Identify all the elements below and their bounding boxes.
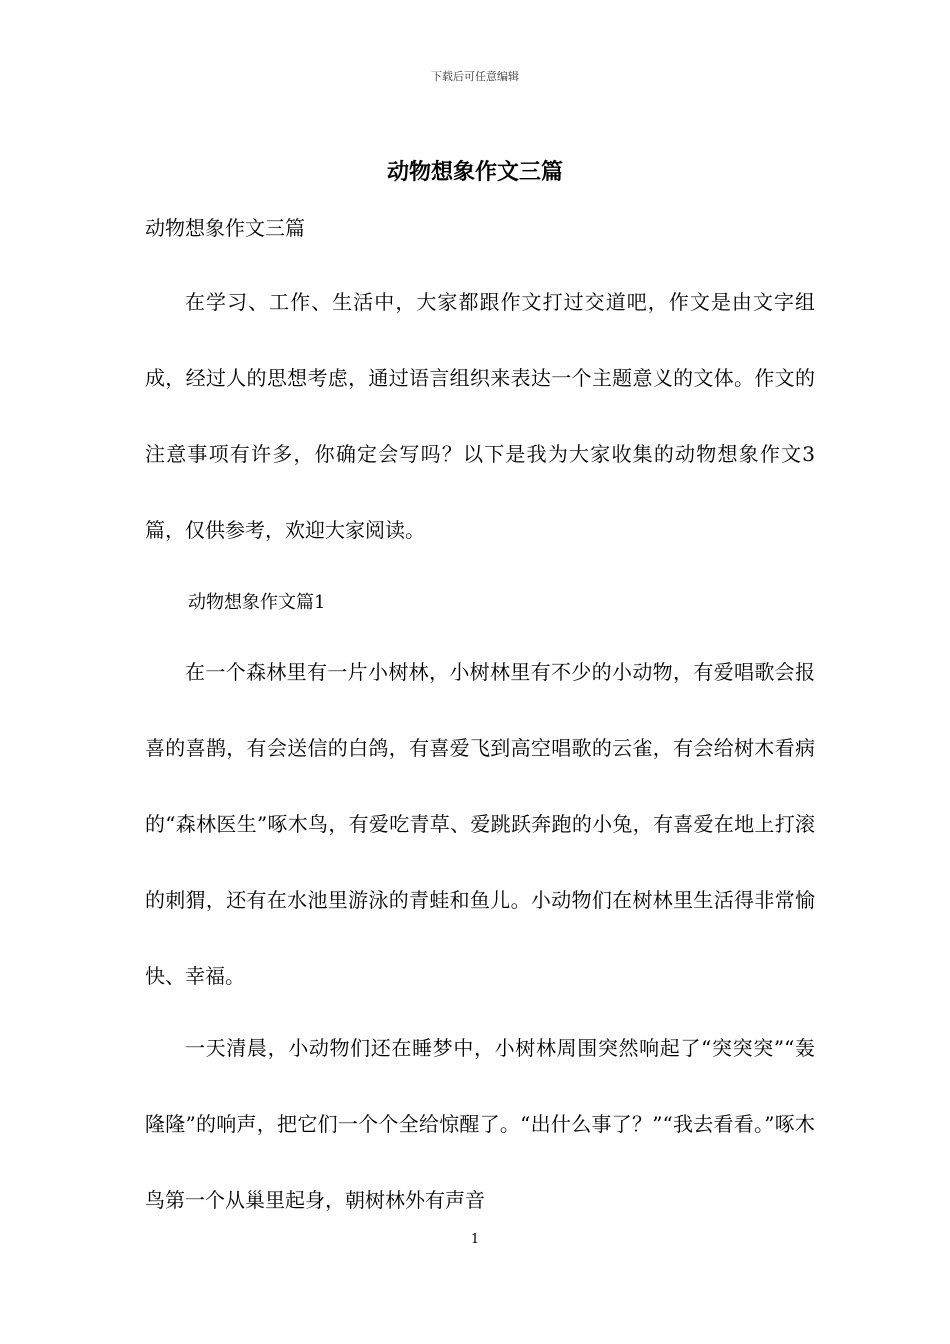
section-heading: 动物想象作文篇1	[188, 592, 326, 613]
page-number: 1	[470, 1232, 480, 1247]
document-subtitle: 动物想象作文三篇	[145, 216, 305, 240]
header-note: 下载后可任意编辑	[431, 70, 519, 83]
intro-paragraph: 在学习、工作、生活中，大家都跟作文打过交道吧，作文是由文字组成，经过人的思想考虑，通过语言组织来表达一个主题意义的文体。作文的注意事项有许多，你确定会写吗？以下是我为大家收集的动物想象作文3篇，仅供参考，欢迎大家阅读。	[145, 290, 815, 542]
document-title: 动物想象作文三篇	[386, 160, 563, 185]
paragraph-morning: 一天清晨，小动物们还在睡梦中，小树林周围突然响起了“突突突”“轰隆隆”的响声，把它们一个个全给惊醒了。“出什么事了？”“我去看看。”啄木鸟第一个从巢里起身，朝树林外有声音	[145, 1036, 815, 1212]
paragraph-forest: 在一个森林里有一片小树林，小树林里有不少的小动物，有爱唱歌会报喜的喜鹊，有会送信的白鸽，有喜爱飞到高空唱歌的云雀，有会给树木看病的“森林医生”啄木鸟，有爱吃青草、爱跳跃奔跑的小兔，有喜爱在地上打滚的刺猬，还有在水池里游泳的青蛙和鱼儿。小动物们在树林里生活得非常愉快、幸福。	[145, 660, 815, 988]
